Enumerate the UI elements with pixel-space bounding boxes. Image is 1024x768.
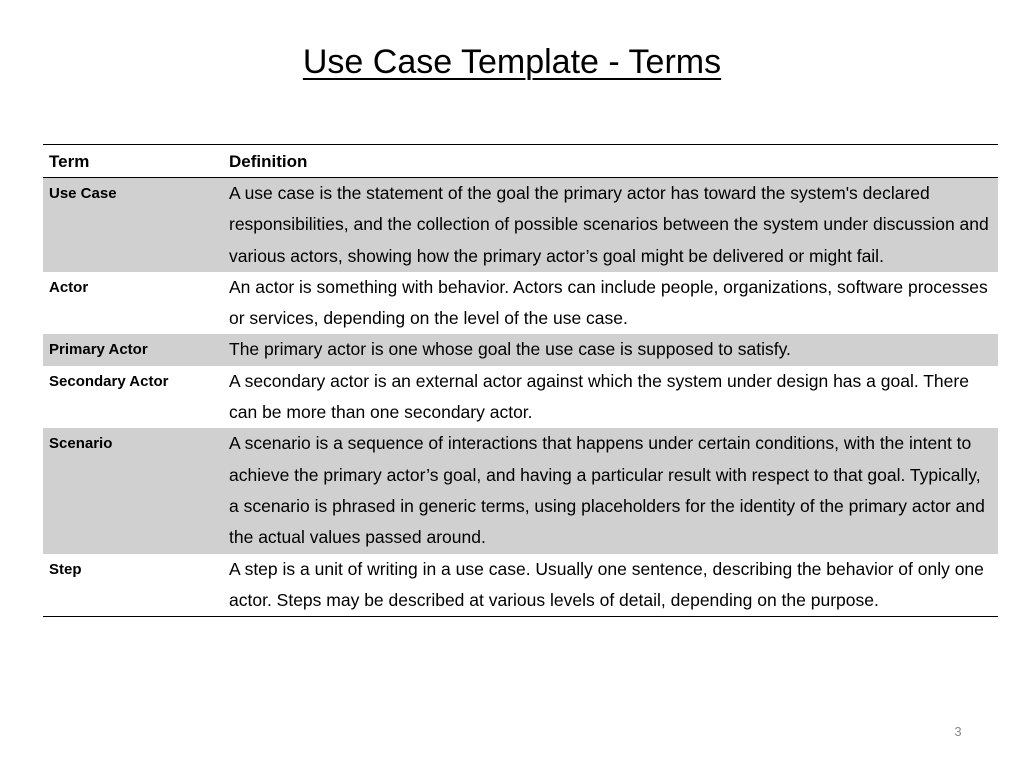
terms-table (43, 144, 998, 617)
table-row-actor (43, 272, 998, 335)
table-row-secondary-actor (43, 366, 998, 429)
table-row-step (43, 554, 998, 617)
definition-cell: A step is a unit of writing in a use case. Usually one sentence, describing the behavior of only one actor. Steps may be described at various levels of detail, depending on the purpose. (229, 558, 984, 610)
term-cell: Primary Actor (43, 334, 223, 365)
table-header-row (43, 145, 998, 178)
definition-cell: An actor is something with behavior. Actors can include people, organizations, software processes or services, depending on the level of the use case. (229, 276, 988, 329)
definition-cell: A scenario is a sequence of interactions that happens under certain conditions, with the intent to achieve the primary actor’s goal, and having a particular result with respect to that goal. Typically, a scenario is phrased in generic terms, using placeholders for the identity of the primary actor and the actual values passed around. (223, 428, 998, 553)
table-row-use-case (43, 178, 998, 272)
table-row-scenario (43, 428, 998, 553)
term-cell: Step (49, 560, 82, 578)
term-cell: Scenario (43, 428, 223, 553)
term-cell: Actor (49, 278, 89, 296)
definition-column-header: Definition (229, 152, 308, 171)
definition-cell: A secondary actor is an external actor against which the system under design has a goal. There can be more than one secondary actor. (229, 370, 969, 423)
term-cell: Secondary Actor (49, 372, 169, 390)
table-row-primary-actor (43, 334, 998, 365)
page-number: 3 (954, 724, 962, 739)
definition-cell: A use case is the statement of the goal the primary actor has toward the system's declared responsibilities, and the collection of possible scenarios between the system under discussion and various actors, showing how the primary actor’s goal might be delivered or might fail. (223, 178, 998, 272)
definition-cell: The primary actor is one whose goal the use case is supposed to satisfy. (223, 334, 998, 365)
term-cell: Use Case (43, 178, 223, 272)
slide-title: Use Case Template - Terms (302, 43, 722, 81)
term-column-header: Term (49, 152, 90, 171)
